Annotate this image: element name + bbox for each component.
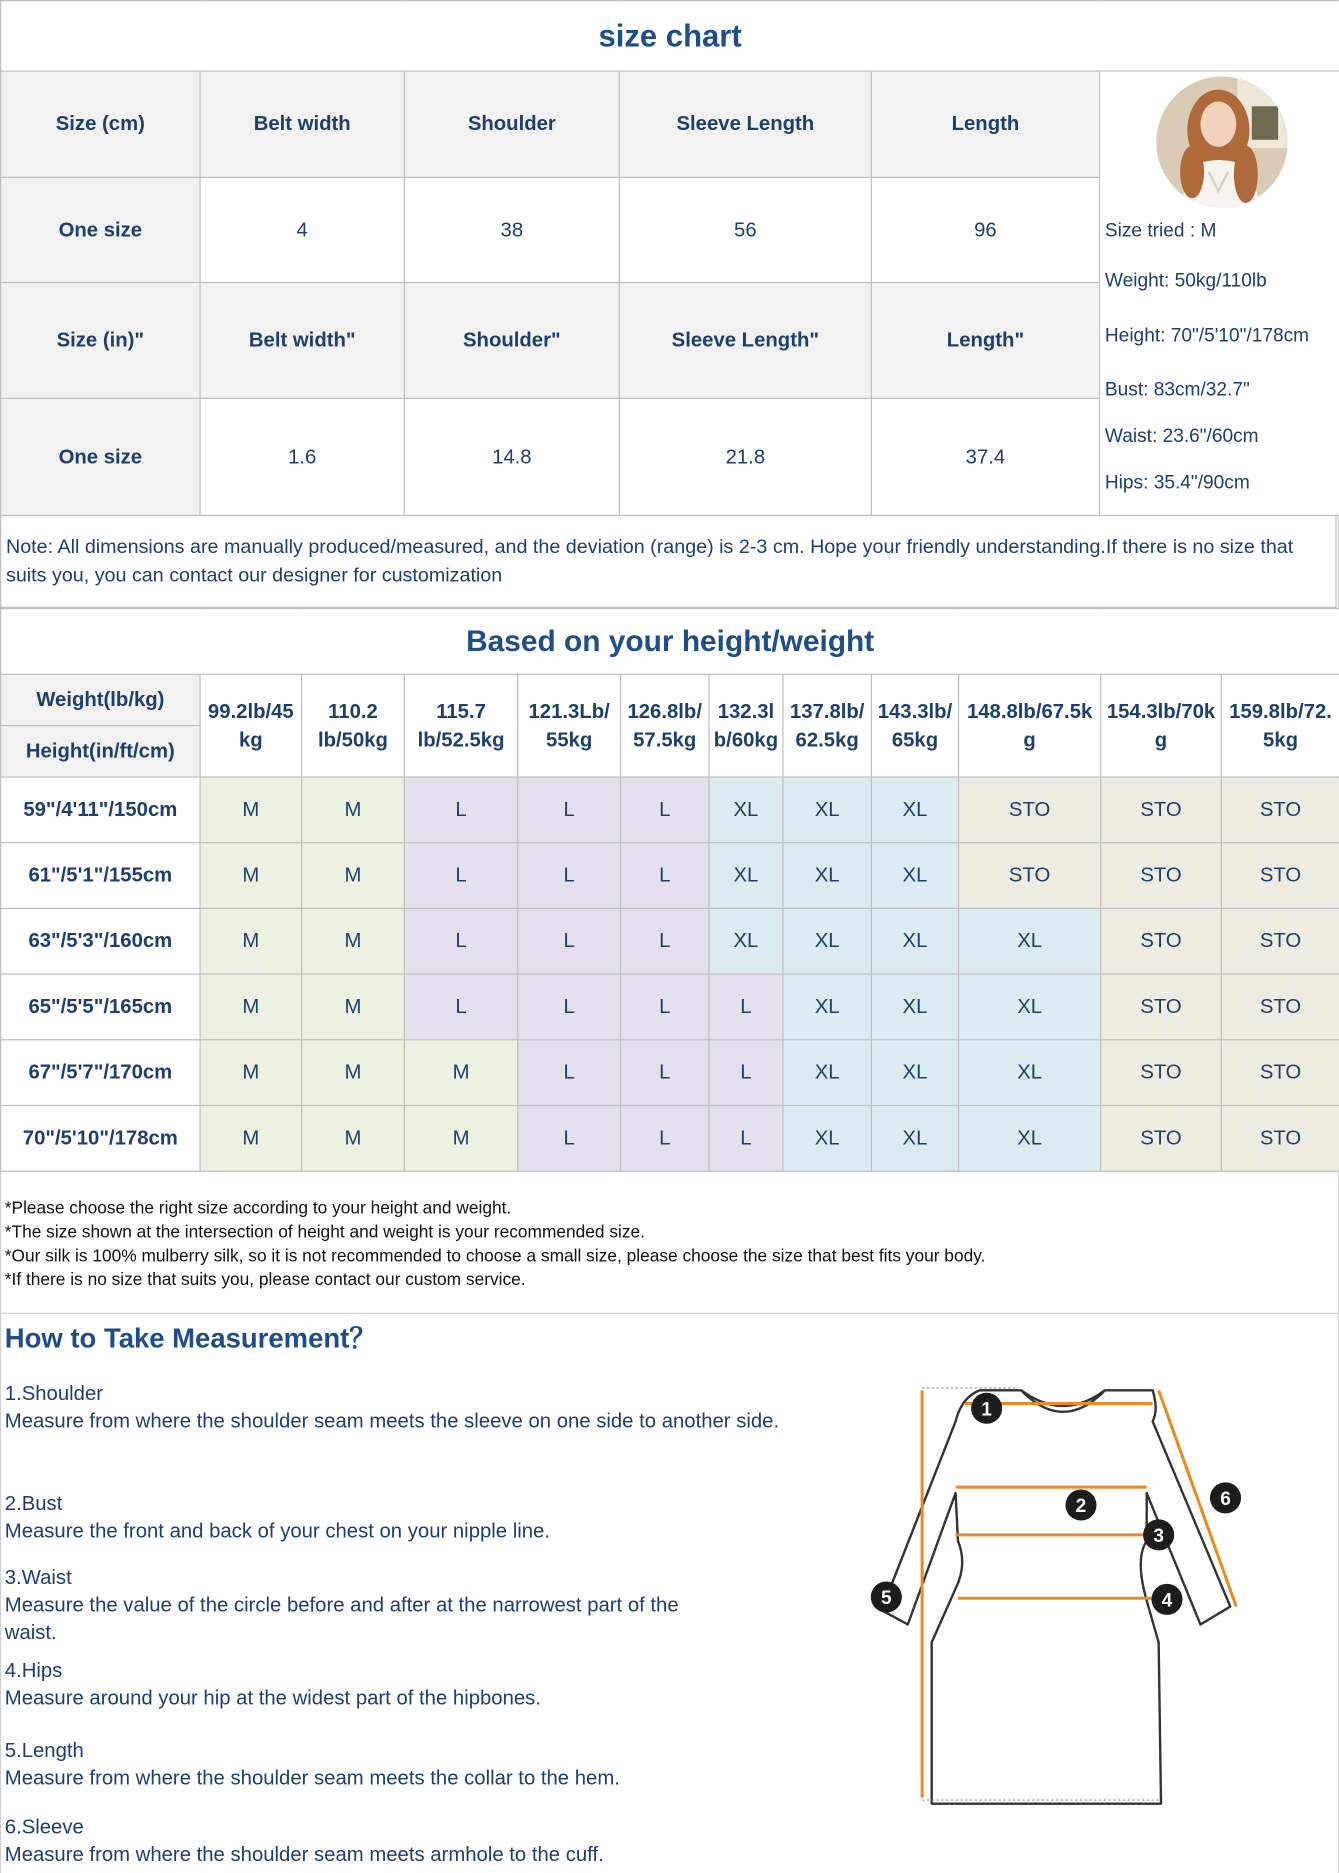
weight-col-1: 99.2lb/45 kg	[200, 674, 302, 777]
weight-label: Weight(lb/kg)	[1, 674, 200, 725]
step-shoulder	[5, 1380, 805, 1435]
in-shoulder: 14.8	[404, 398, 619, 515]
size-cell: STO	[1101, 1040, 1222, 1106]
marker-5-icon	[871, 1581, 902, 1612]
row-height-label: 67"/5'7"/170cm	[1, 1040, 200, 1106]
size-cell: M	[302, 843, 405, 909]
size-cell: L	[518, 1040, 621, 1106]
size-cell: L	[404, 908, 517, 974]
size-cell: XL	[783, 908, 871, 974]
step-hips	[5, 1657, 805, 1712]
weight-col-8: 143.3lb/ 65kg	[871, 674, 958, 777]
tip-2: *The size shown at the intersection of height and weight is your recommended size.	[4, 1223, 645, 1243]
marker-3-icon	[1143, 1519, 1174, 1550]
row-height-label: 70"/5'10"/178cm	[1, 1105, 200, 1171]
size-cell: L	[518, 908, 621, 974]
size-row	[1, 777, 1339, 843]
step-desc: Measure around your hip at the widest part of the hipbones.	[4, 1686, 541, 1710]
weight-col-5: 126.8lb/ 57.5kg	[621, 674, 709, 777]
size-cell: M	[302, 1105, 405, 1171]
size-cell: STO	[1101, 974, 1222, 1040]
step-bust	[5, 1490, 805, 1545]
weight-col-3: 115.7 lb/52.5kg	[404, 674, 517, 777]
marker-6-icon	[1210, 1482, 1241, 1513]
size-cell: L	[621, 843, 709, 909]
measurement-note: Note: All dimensions are manually produced/measured, and the deviation (range) is 2-3 cm. Hope your friendly understanding.If there is no size that suits you, you can contact our designer for customization	[0, 515, 1337, 608]
header-shoulder: Shoulder	[404, 71, 619, 177]
recommend-title: Based on your height/weight	[1, 609, 1339, 675]
header-belt-width-in: Belt width"	[200, 282, 404, 398]
size-chart-table	[0, 0, 1339, 516]
marker-4-icon	[1151, 1584, 1182, 1615]
size-cell: L	[621, 777, 709, 843]
size-rows	[1, 777, 1339, 1171]
size-cell: XL	[871, 843, 958, 909]
size-cell: L	[518, 777, 621, 843]
size-chart-title: size chart	[1, 1, 1339, 71]
dress-measurement-diagram	[860, 1374, 1266, 1816]
step-title: 6.Sleeve	[4, 1815, 84, 1839]
weight-col-4: 121.3Lb/ 55kg	[518, 674, 621, 777]
size-cell: STO	[959, 777, 1101, 843]
header-shoulder-in: Shoulder"	[404, 282, 619, 398]
size-cell: STO	[1221, 843, 1339, 909]
cm-length: 96	[871, 177, 1099, 282]
step-length	[5, 1737, 805, 1792]
step-desc: Measure the value of the circle before and after at the narrowest part of the waist.	[4, 1593, 679, 1644]
height-weight-table	[0, 608, 1339, 1172]
size-cell: STO	[1221, 974, 1339, 1040]
size-cell: XL	[959, 1040, 1101, 1106]
size-cell: STO	[1101, 777, 1222, 843]
step-desc: Measure from where the shoulder seam meets the sleeve on one side to another side.	[4, 1409, 780, 1433]
size-cell: M	[200, 908, 302, 974]
size-cell: L	[518, 1105, 621, 1171]
svg-text:1: 1	[981, 1399, 992, 1421]
size-cell: M	[200, 1040, 302, 1106]
size-cell: STO	[1221, 908, 1339, 974]
size-cell: XL	[871, 777, 958, 843]
size-cell: L	[621, 908, 709, 974]
size-row	[1, 1040, 1339, 1106]
svg-text:6: 6	[1220, 1489, 1231, 1511]
size-cell: M	[404, 1040, 517, 1106]
svg-text:5: 5	[880, 1588, 892, 1610]
section-divider	[0, 1313, 1339, 1314]
size-cell: XL	[871, 1040, 958, 1106]
size-cell: M	[404, 1105, 517, 1171]
svg-text:4: 4	[1161, 1590, 1173, 1612]
size-cell: L	[621, 974, 709, 1040]
size-cell: L	[621, 1040, 709, 1106]
step-title: 1.Shoulder	[4, 1382, 104, 1405]
size-cell: XL	[871, 908, 958, 974]
step-waist	[5, 1564, 734, 1646]
size-cell: STO	[1221, 1040, 1339, 1106]
size-cell: XL	[959, 974, 1101, 1040]
size-cell: XL	[783, 1105, 871, 1171]
cm-belt-width: 4	[200, 177, 404, 282]
size-cell: L	[709, 1105, 783, 1171]
header-length: Length	[871, 71, 1099, 177]
size-cell: M	[302, 974, 405, 1040]
tip-1: *Please choose the right size according to your height and weight.	[4, 1199, 512, 1219]
size-cell: XL	[783, 777, 871, 843]
size-cell: M	[302, 777, 405, 843]
size-cell: STO	[959, 843, 1101, 909]
step-title: 4.Hips	[4, 1659, 63, 1682]
model-info-panel	[1100, 71, 1339, 515]
size-row	[1, 974, 1339, 1040]
weight-col-11: 159.8lb/72. 5kg	[1221, 674, 1339, 777]
size-row	[1, 843, 1339, 909]
size-cell: L	[404, 843, 517, 909]
model-weight: Weight: 50kg/110lb	[1104, 271, 1267, 292]
model-size-tried: Size tried : M	[1104, 220, 1217, 242]
header-belt-width: Belt width	[200, 71, 404, 177]
size-cell: L	[518, 843, 621, 909]
model-photo	[1156, 76, 1287, 207]
weight-col-10: 154.3lb/70k g	[1101, 674, 1222, 777]
weight-col-7: 137.8lb/ 62.5kg	[783, 674, 871, 777]
size-cell: L	[404, 974, 517, 1040]
size-cell: XL	[783, 843, 871, 909]
size-cell: M	[200, 843, 302, 909]
step-sleeve	[5, 1813, 805, 1868]
size-cell: L	[709, 974, 783, 1040]
size-cell: M	[200, 974, 302, 1040]
size-cell: XL	[709, 908, 783, 974]
size-cell: M	[200, 1105, 302, 1171]
size-cell: XL	[709, 777, 783, 843]
size-cell: STO	[1101, 908, 1222, 974]
size-cell: STO	[1101, 1105, 1222, 1171]
tip-4: *If there is no size that suits you, please contact our custom service.	[4, 1270, 526, 1291]
size-cell: XL	[871, 974, 958, 1040]
step-title: 3.Waist	[4, 1565, 72, 1589]
marker-1-icon	[971, 1393, 1002, 1424]
size-cell: XL	[959, 908, 1101, 974]
weight-col-9: 148.8lb/67.5k g	[959, 674, 1101, 777]
header-length-in: Length"	[871, 282, 1099, 398]
size-cell: L	[709, 1040, 783, 1106]
height-label: Height(in/ft/cm)	[1, 726, 200, 777]
size-cell: L	[621, 1105, 709, 1171]
marker-2-icon	[1065, 1490, 1096, 1521]
row-height-label: 61"/5'1"/155cm	[1, 843, 200, 909]
step-desc: Measure from where the shoulder seam meets armhole to the cuff.	[4, 1843, 604, 1866]
header-size-in: Size (in)"	[1, 282, 200, 398]
svg-text:3: 3	[1153, 1526, 1164, 1548]
model-waist: Waist: 23.6"/60cm	[1104, 426, 1259, 447]
header-sleeve-length: Sleeve Length	[619, 71, 871, 177]
in-belt-width: 1.6	[200, 398, 404, 515]
size-cell: XL	[783, 1040, 871, 1106]
step-title: 5.Length	[4, 1739, 84, 1762]
size-cell: STO	[1101, 843, 1222, 909]
size-cell: XL	[871, 1105, 958, 1171]
size-cell: M	[302, 908, 405, 974]
svg-text:2: 2	[1075, 1496, 1087, 1518]
row-height-label: 63"/5'3"/160cm	[1, 908, 200, 974]
row-height-label: 65"/5'5"/165cm	[1, 974, 200, 1040]
model-height: Height: 70"/5'10"/178cm	[1104, 326, 1310, 347]
size-cell: STO	[1221, 777, 1339, 843]
size-cell: STO	[1221, 1105, 1339, 1171]
cm-shoulder: 38	[404, 177, 619, 282]
size-cell: L	[518, 974, 621, 1040]
size-cell: XL	[959, 1105, 1101, 1171]
row-height-label: 59"/4'11"/150cm	[1, 777, 200, 843]
size-cell: M	[200, 777, 302, 843]
header-sleeve-length-in: Sleeve Length"	[619, 282, 871, 398]
size-tips	[5, 1197, 986, 1293]
size-cell: XL	[709, 843, 783, 909]
weight-col-6: 132.3l b/60kg	[709, 674, 783, 777]
size-cell: XL	[783, 974, 871, 1040]
step-desc: Measure from where the shoulder seam meets the collar to the hem.	[4, 1766, 620, 1790]
header-size-cm: Size (cm)	[1, 71, 200, 177]
size-cell: M	[302, 1040, 405, 1106]
model-hips: Hips: 35.4"/90cm	[1104, 473, 1250, 494]
in-sleeve-length: 21.8	[619, 398, 871, 515]
tip-3: *Our silk is 100% mulberry silk, so it is not recommended to choose a small size, please choose the size that best fits your body.	[4, 1247, 986, 1267]
model-bust: Bust: 83cm/32.7"	[1104, 379, 1250, 401]
step-desc: Measure the front and back of your chest on your nipple line.	[4, 1519, 550, 1543]
cm-row-label: One size	[1, 177, 200, 282]
size-row	[1, 1105, 1339, 1171]
in-length: 37.4	[871, 398, 1099, 515]
cm-sleeve-length: 56	[619, 177, 871, 282]
howto-title: How to Take Measurement？	[4, 1322, 377, 1354]
size-row	[1, 908, 1339, 974]
step-title: 2.Bust	[4, 1491, 63, 1515]
size-cell: L	[404, 777, 517, 843]
weight-col-2: 110.2 lb/50kg	[302, 674, 405, 777]
in-row-label: One size	[1, 398, 200, 515]
model-measurements	[1100, 220, 1339, 496]
